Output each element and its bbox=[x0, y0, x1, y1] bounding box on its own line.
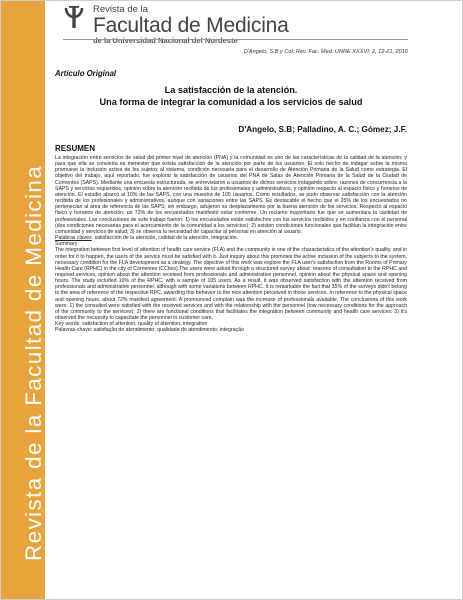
masthead-line3: de la Universidad Nacional del Nordeste bbox=[93, 35, 238, 45]
palavras-chave-line: Palavras-chave: satisfação do atendimento; qualidade do atendimento; integração bbox=[55, 327, 244, 334]
summary-heading: Summary bbox=[55, 241, 78, 248]
resumen-paragraph: La integración entre servicios de salud del primer nivel de atención (PNA) y la comunidad es uno de las características de la calidad de la atención; y para que ella se convierta es menester que exista satisfacción de la atención por parte de los usuarios. El solo hecho de indagar sobre la misma promueve la inclusión activa de los sujetos al sistema, condición necesaria para el desarrollo de Atención Primaria de la Salud como estrategia. El objetivo del trabajo, aquí reportado, fue explorar la satisfacción de usuarios del PNA de Salas de Atención Primaria de la Salud de la Ciudad de Corrientes (SAPS). Mediante una encuesta estructurada, se entrevistaron a usuarios de dichos servicios indagando sobre: razones de concurrencia a la SAPS y servicios requeridos, opinión sobre la atención recibida de los profesionales y administrativos, y opinión respecto al espacio físico y horarios de atención. El estudio abarcó al 10% de las SAPS, con una muestra de 105 usuarios. Como resultados, se pudo observar satisfacción con la atención recibida de los profesionales y administrativos, aunque con variaciones entre las SAPS. Es destacable el hecho que el 35% de los encuestados no pertenecían al área de referencia de las SAPS; sin embargo, adujeron su desplazamiento por la buena atención de los servicios. Respecto al espacio físico y horarios de atención, un 72% de los encuestados manifestó estar conforme. Un reclamo mayoritario fue que se aumentara la cantidad de profesionales. Las conclusiones de este trabajo fueron: 1) los encuestados están satisfechos con los servicios recibidos y en confianza con el personal (dos condiciones necesarias para el acercamiento de la comunidad a los servicios); 2) existen condiciones funcionales que facilitan la integración entre comunidad y servicios de salud; 3) se observa la necesidad de capacitar al personal en atención al usuario. bbox=[55, 155, 407, 235]
section-type-label: Artículo Original bbox=[55, 69, 117, 78]
masthead-line2: Facultad de Medicina bbox=[93, 13, 289, 37]
article-authors: D'Angelo, S.B; Palladino, A. C.; Gómez; J.F. bbox=[238, 125, 407, 134]
keywords-line: Key words: satisfaction of attention, quality of attention, integration bbox=[55, 321, 208, 328]
summary-paragraph: The integration between first level of attention of health care service (FLA) and the community is one of the characteristics of the attention's quality, and in order for it to happen, the users of the service must be satisfied with it. Just inquiry about this promotes the active inclusion of the subjects to the system, necessary condition for the FLA development as a strategy. The objective of this work was explore the FLA user's satisfaction from the Rooms of Primary Health Care (RPHC) in the city of Corrientes (CCties).The users were asked through a structured survey about: reasons of consultation to the RPHC and required services, opinion about the attention received from professionals and administrative personnel, opinion about the physical space and opening hours. The study included 10% of the RPHC, with a sample of 105 users. As a result, it was observed satisfaction with the attention received from professionals and administrative personnel, although with some variations between RPHC. It is remarkable the fact that 35% of the surveys didn't belong to the area of reference of the respective RPC, awarding this behavior to the nice attention perceived in those services. In reference to the physical space and opening hours, about 72% manifest agreement. A pronounced complain was the increase of professionals available. The conclusions of this work were: 1) the consulted were satisfied with the received services and with the relationship with the personnel (tow necessary conditions for the approach of the community to the services); 2) there are functional conditions that facilitates the integration between community and health care services; 3) it's observed the necessity to capacitate the personnel in customer care. bbox=[55, 247, 407, 322]
university-logo-icon bbox=[63, 5, 85, 31]
journal-sidebar bbox=[1, 1, 45, 599]
article-title-line2: Una forma de integrar la comunidad a los servicios de salud bbox=[99, 96, 363, 107]
article-title bbox=[55, 85, 407, 108]
abstract-body bbox=[55, 155, 407, 334]
sidebar-journal-name: Revista de la Facultad de Medicina bbox=[21, 164, 46, 561]
abstract-heading: RESUMEN bbox=[55, 144, 96, 153]
palabras-claves-text: : satisfacción de la atención, calidad de la atención, integración. bbox=[91, 235, 239, 242]
citation-line: D'Angelo, S.B y Col. Rev. Fac. Med. UNNE XXXVI: 2, 12-21, 2016 bbox=[243, 49, 408, 55]
palabras-claves-label: Palabras claves bbox=[55, 235, 92, 242]
header-divider bbox=[63, 39, 408, 40]
article-title-line1: La satisfacción de la atención. bbox=[164, 85, 298, 95]
masthead-line1: Revista de la bbox=[93, 4, 148, 15]
